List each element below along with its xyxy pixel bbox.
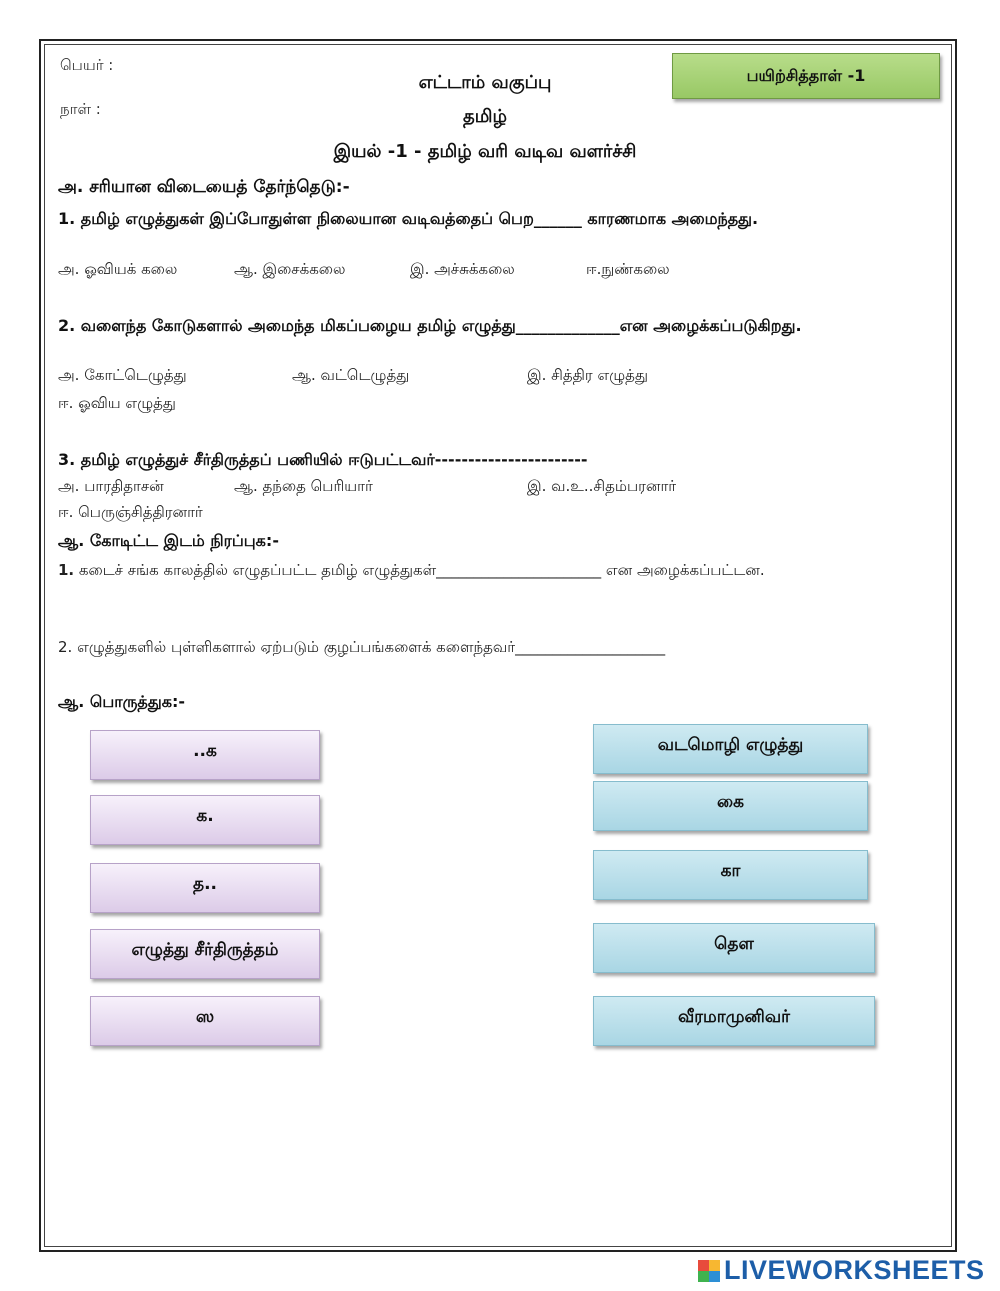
q3-option-b[interactable]: ஆ. தந்தை பெரியார் [234,477,373,495]
fill-blank-1[interactable] [58,559,818,581]
worksheet-badge: பயிற்சித்தாள் -1 [672,53,940,99]
fill-blank-1-number: 1. [58,561,75,579]
q1-option-c[interactable]: இ. அச்சுக்கலை [410,260,515,278]
fill-blank-2[interactable]: 2. எழுத்துகளில் புள்ளிகளால் ஏற்படும் குழப்பங்களைக் களைந்தவர்____________________ [58,638,666,656]
match-left-5[interactable]: ஸ [90,996,320,1046]
q3-option-c[interactable]: இ. வ.உ..சிதம்பரனார் [527,477,677,495]
section-c-title: ஆ. பொருத்துக:- [58,692,185,711]
q2-option-d[interactable]: ஈ. ஓவிய எழுத்து [58,394,176,412]
question-2: 2. வளைந்த கோடுகளால் அமைந்த மிகப்பழைய தமிழ் எழுத்து_____________என அழைக்கப்படுகிறது. [58,316,802,335]
q1-option-b[interactable]: ஆ. இசைக்கலை [234,260,346,278]
logo-square-3 [698,1271,709,1282]
q1-option-d[interactable]: ஈ.நுண்கலை [586,260,670,278]
liveworksheets-brand-text: LIVEWORKSHEETS [724,1255,985,1285]
date-label: நாள் : [60,100,101,118]
q2-option-c[interactable]: இ. சித்திர எழுத்து [527,366,648,384]
match-right-2[interactable]: கை [593,781,868,831]
logo-square-1 [698,1260,709,1271]
logo-square-4 [709,1271,720,1282]
logo-square-2 [709,1260,720,1271]
question-1: 1. தமிழ் எழுத்துகள் இப்போதுள்ள நிலையான வடிவத்தைப் பெற______ காரணமாக அமைந்தது. [58,209,759,228]
lesson-title: இயல் -1 - தமிழ் வரி வடிவ வளர்ச்சி [333,141,637,162]
match-right-4[interactable]: தௌ [593,923,875,973]
q2-option-a[interactable]: அ. கோட்டெழுத்து [58,366,187,384]
question-3: 3. தமிழ் எழுத்துச் சீர்திருத்தப் பணியில் ஈடுபட்டவர்----------------------- [58,450,588,469]
q1-option-a[interactable]: அ. ஓவியக் கலை [58,260,178,278]
subject-title: தமிழ் [463,106,507,127]
q3-option-a[interactable]: அ. பாரதிதாசன் [58,477,164,495]
match-left-1[interactable]: ..க [90,730,320,780]
match-right-5[interactable]: வீரமாமுனிவர் [593,996,875,1046]
liveworksheets-logo [698,1255,985,1286]
section-b-title: ஆ. கோடிட்ட இடம் நிரப்புக:- [58,531,279,550]
match-right-1[interactable]: வடமொழி எழுத்து [593,724,868,774]
match-left-2[interactable]: க. [90,795,320,845]
match-left-4[interactable]: எழுத்து சீர்திருத்தம் [90,929,320,979]
match-left-3[interactable]: த.. [90,863,320,913]
match-right-3[interactable]: கா [593,850,868,900]
fill-blank-1-text: கடைச் சங்க காலத்தில் எழுதப்பட்ட தமிழ் எழுத்துகள்______________________ என அழைக்கப்பட்டன. [74,561,765,579]
q2-option-b[interactable]: ஆ. வட்டெழுத்து [292,366,410,384]
grade-title: எட்டாம் வகுப்பு [418,72,552,93]
liveworksheets-logo-icon [698,1260,720,1282]
q3-option-d[interactable]: ஈ. பெருஞ்சித்திரனார் [58,503,203,521]
section-a-title: அ. சரியான விடையைத் தேர்ந்தெடு:- [58,177,350,197]
name-label: பெயர் : [60,56,114,74]
